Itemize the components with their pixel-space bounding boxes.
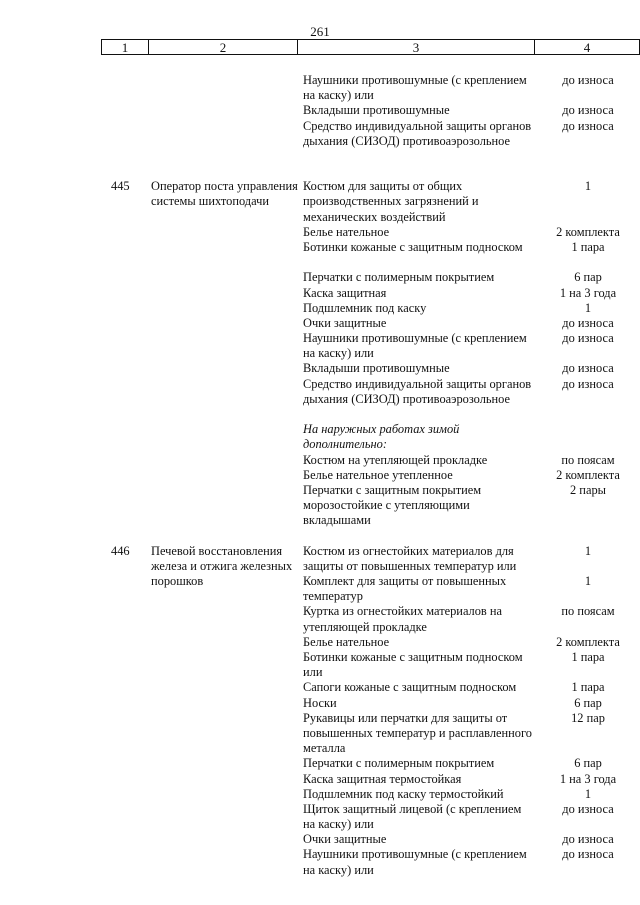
row-number: 445	[111, 179, 130, 194]
issue-norm: 1 пара	[571, 239, 605, 254]
issue-norm: 6 пар	[574, 695, 602, 710]
table-row	[0, 604, 640, 634]
ppe-item: Белье нательное утепленное	[303, 467, 453, 482]
table-row	[0, 468, 640, 483]
column-header-1: 1	[102, 40, 149, 55]
issue-norm: 1	[584, 179, 592, 194]
table-row	[0, 301, 640, 316]
issue-norm: 1 на 3 года	[559, 771, 617, 786]
ppe-item: Белье нательное	[303, 224, 390, 239]
ppe-item: Куртка из огнестойких материалов на утепляющей прокладке	[303, 604, 503, 634]
column-header-2: 2	[149, 40, 298, 55]
table-row	[0, 453, 640, 468]
ppe-item: Ботинки кожаные с защитным подноском	[303, 239, 523, 254]
issue-norm: 1	[584, 543, 592, 558]
ppe-item: Перчатки с полимерным покрытием	[303, 270, 495, 285]
ppe-item: Средство индивидуальной защиты органов дыхания (СИЗОД) противоаэрозольное	[303, 118, 532, 148]
ppe-item: Каска защитная термостойкая	[303, 771, 462, 786]
table-row	[0, 361, 640, 376]
ppe-item: Щиток защитный лицевой (с креплением на каску) или	[303, 801, 522, 832]
table-row	[0, 270, 640, 285]
issue-norm: до износа	[562, 73, 614, 87]
table-row	[0, 650, 640, 680]
issue-norm: по поясам	[561, 604, 615, 619]
table-row	[0, 179, 640, 225]
ppe-item: Подшлемник под каску термостойкий	[303, 786, 504, 801]
column-header-row	[102, 40, 640, 55]
issue-norm: 1 пара	[571, 680, 605, 695]
table-row	[0, 802, 640, 832]
table-row	[0, 240, 640, 270]
table-row	[0, 331, 640, 361]
ppe-item: Наушники противошумные (с креплением на каску) или	[303, 73, 527, 103]
issue-norm: до износа	[562, 847, 614, 862]
issue-norm: до износа	[562, 103, 614, 118]
table-row	[0, 73, 640, 103]
table-row	[0, 103, 640, 118]
issue-norm: до износа	[562, 315, 614, 330]
ppe-item: Комплект для защиты от повышенных температур	[303, 574, 507, 604]
table-row	[0, 847, 640, 877]
job-position: Печевой восстановления железа и отжига железных порошков	[151, 543, 293, 589]
ppe-item: Носки	[303, 695, 337, 710]
ppe-item: Сапоги кожаные с защитным подноском	[303, 680, 517, 695]
column-header-table	[101, 39, 640, 55]
ppe-item: Наушники противошумные (с креплением на каску) или	[303, 331, 527, 361]
table-row	[0, 377, 640, 423]
table-row	[0, 574, 640, 604]
ppe-item: Очки защитные	[303, 315, 387, 330]
issue-norm: 1	[584, 300, 592, 315]
ppe-item: Рукавицы или перчатки для защиты от повышенных температур и расплавленного металла	[303, 710, 532, 756]
table-row	[0, 680, 640, 695]
ppe-item: Перчатки с полимерным покрытием	[303, 756, 495, 771]
issue-norm: до износа	[562, 801, 614, 816]
table-row	[0, 635, 640, 650]
issue-norm: 2 комплекта	[556, 224, 620, 239]
issue-norm: 1	[584, 574, 592, 589]
ppe-item: Очки защитные	[303, 832, 387, 847]
ppe-item: Костюм из огнестойких материалов для защиты от повышенных температур или	[303, 543, 517, 573]
table-row	[0, 696, 640, 711]
issue-norm: 2 комплекта	[556, 467, 620, 482]
table-row	[0, 119, 640, 180]
page-number: 261	[310, 24, 330, 39]
table-row	[0, 316, 640, 331]
issue-norm: 1 пара	[571, 649, 605, 664]
ppe-item: Костюм для защиты от общих производственных загрязнений и механических воздействий	[303, 179, 479, 224]
ppe-item: Белье нательное	[303, 634, 390, 649]
table-row	[0, 832, 640, 847]
table-row	[0, 483, 640, 544]
table-row	[0, 286, 640, 301]
issue-norm: до износа	[562, 118, 614, 133]
issue-norm: 2 комплекта	[556, 634, 620, 649]
ppe-item: Подшлемник под каску	[303, 300, 427, 315]
ppe-item: Средство индивидуальной защиты органов дыхания (СИЗОД) противоаэрозольное	[303, 376, 532, 406]
issue-norm: по поясам	[561, 452, 615, 467]
ppe-item: Наушники противошумные (с креплением на каску) или	[303, 847, 527, 877]
issue-norm: до износа	[562, 361, 614, 376]
issue-norm: до износа	[562, 331, 614, 346]
ppe-item: Костюм на утепляющей прокладке	[303, 452, 488, 467]
table-row	[0, 422, 640, 452]
table-row	[0, 711, 640, 757]
column-header-4: 4	[535, 40, 640, 55]
table-row	[0, 772, 640, 787]
ppe-item: Ботинки кожаные с защитным подноском или	[303, 649, 523, 680]
job-position: Оператор поста управления системы шихтоподачи	[151, 179, 298, 209]
ppe-item: Перчатки с защитным покрытием морозостойкие с утепляющими вкладышами	[303, 483, 482, 528]
issue-norm: 6 пар	[574, 270, 602, 285]
issue-norm: до износа	[562, 376, 614, 391]
table-row	[0, 756, 640, 771]
row-number: 446	[111, 543, 130, 558]
issue-norm: 1 на 3 года	[559, 285, 617, 300]
issue-norm: 1	[584, 786, 592, 801]
ppe-item: Вкладыши противошумные	[303, 361, 450, 376]
issue-norm: 2 пары	[570, 483, 606, 498]
table-row	[0, 787, 640, 802]
issue-norm: 6 пар	[574, 756, 602, 771]
issue-norm: 12 пар	[571, 710, 605, 725]
table-row	[0, 225, 640, 240]
ppe-item: Каска защитная	[303, 285, 387, 300]
ppe-item: На наружных работах зимой дополнительно:	[303, 422, 460, 452]
column-header-3: 3	[298, 40, 535, 55]
issue-norm: до износа	[562, 832, 614, 847]
ppe-norms-list	[0, 73, 640, 878]
ppe-item: Вкладыши противошумные	[303, 103, 450, 118]
